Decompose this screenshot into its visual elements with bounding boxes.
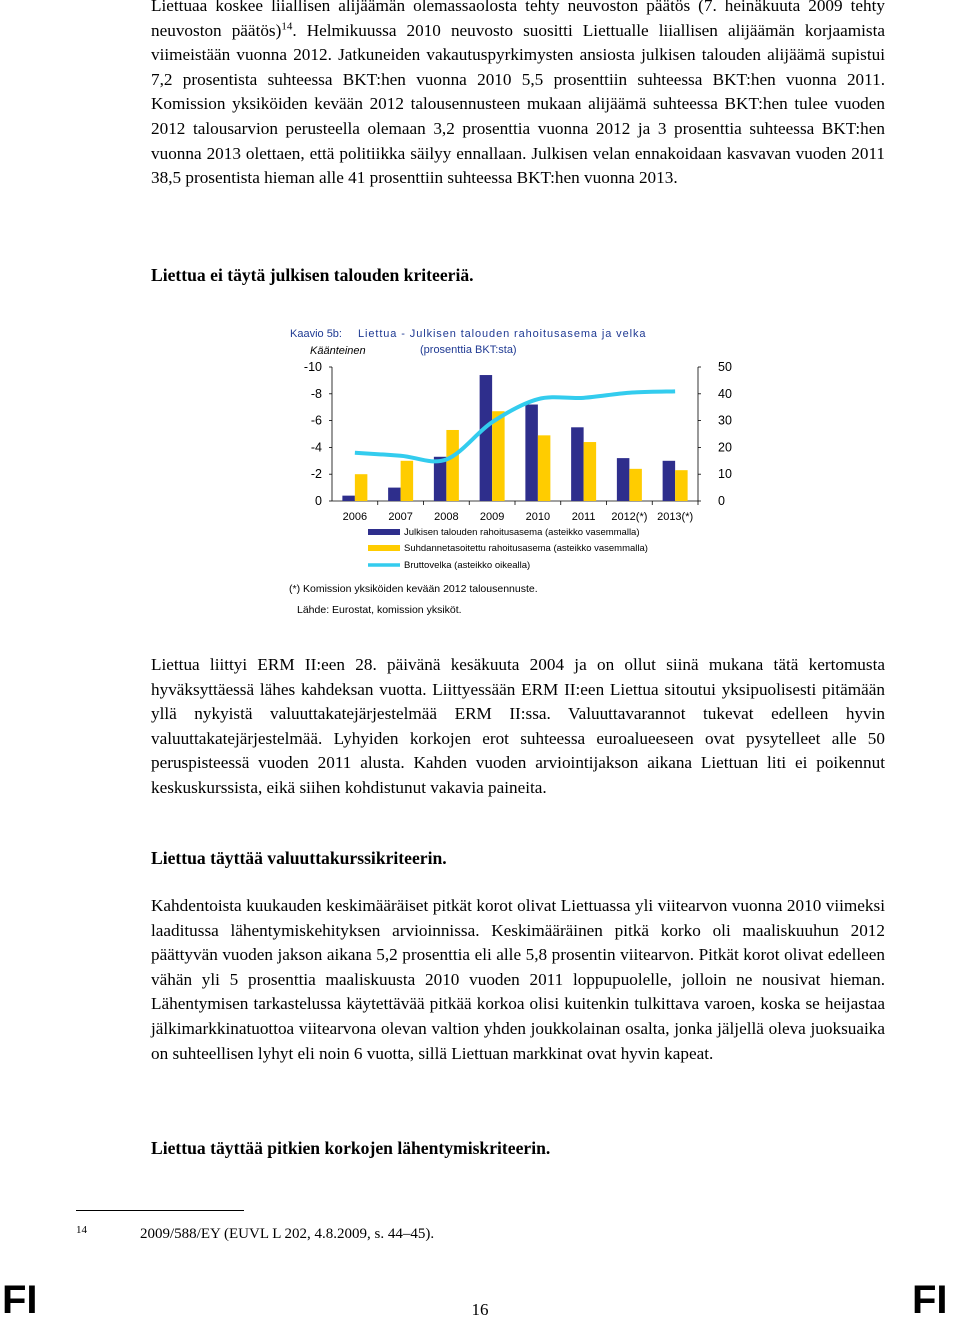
left-tick-label: -8 bbox=[310, 386, 322, 401]
heading-fiscal-criterion: Liettua ei täytä julkisen talouden kriteeriä. bbox=[151, 265, 474, 285]
bar-structural bbox=[401, 461, 414, 501]
left-tick-label: -6 bbox=[310, 413, 322, 428]
footnote-ref[interactable]: 14 bbox=[281, 19, 293, 32]
legend-label: Julkisen talouden rahoitusasema (asteikko vasemmalla) bbox=[404, 527, 640, 538]
heading-interest-criterion: Liettua täyttää pitkien korkojen lähentymiskriteerin. bbox=[151, 1138, 551, 1158]
bar-structural bbox=[538, 435, 551, 501]
bar-balance bbox=[663, 461, 676, 501]
legend-label: Bruttovelka (asteikko oikealla) bbox=[404, 560, 531, 571]
right-tick-label: 0 bbox=[718, 494, 725, 508]
bar-balance bbox=[617, 458, 630, 501]
language-code-left: FI bbox=[2, 1278, 38, 1322]
chart-title: Liettua - Julkisen talouden rahoitusasema ja velka bbox=[358, 328, 647, 340]
left-tick-label: -2 bbox=[310, 467, 322, 482]
bar-balance bbox=[480, 375, 493, 501]
bar-balance bbox=[388, 488, 401, 501]
chart-svg bbox=[280, 320, 732, 620]
chart-title-prefix: Kaavio 5b: bbox=[290, 328, 342, 340]
legend-label: Suhdannetasoitettu rahoitusasema (asteikko vasemmalla) bbox=[404, 543, 648, 554]
heading-exchange-criterion: Liettua täyttää valuuttakurssikriteerin. bbox=[151, 848, 447, 868]
bar-structural bbox=[675, 470, 688, 501]
x-tick-label: 2009 bbox=[479, 511, 505, 523]
paragraph-erm: Liettua liittyi ERM II:een 28. päivänä kesäkuuta 2004 ja on ollut siinä mukana tätä kertomusta hyväksyttäessä lähes kahdeksan vuotta. Liittyessään ERM II:een Liettua sitoutui yksipuolisesti pitämään yllä nykyistä valuuttakatejärjestelmää ERM II:ssa. Valuuttavarannot tukevat edelleen hyvin valuuttakatejärjestelmää. Lyhyiden korkojen erot suhteessa euroalueeseen ovat pysytelleet alle 50 peruspisteessä vuoden 2011 alusta. Kahden vuoden arviointijakson aikana Liettuan liti ei poikennut keskuskurssista, eikä siihen kohdistunut vakavia paineita. bbox=[151, 655, 885, 797]
bar-structural bbox=[584, 442, 597, 501]
bar-structural bbox=[492, 411, 505, 501]
chart-source: Lähde: Eurostat, komission yksiköt. bbox=[297, 604, 462, 616]
right-tick-label: 20 bbox=[718, 440, 732, 455]
right-tick-label: 50 bbox=[718, 360, 732, 374]
right-tick-label: 40 bbox=[718, 386, 732, 401]
footnote-text: 2009/588/EY (EUVL L 202, 4.8.2009, s. 44–45). bbox=[140, 1226, 435, 1242]
bar-balance bbox=[571, 427, 584, 501]
x-tick-label: 2006 bbox=[342, 511, 368, 523]
legend-swatch bbox=[368, 545, 400, 551]
bar-structural bbox=[629, 469, 642, 501]
x-tick-label: 2007 bbox=[388, 511, 413, 523]
left-tick-label: -4 bbox=[310, 440, 322, 455]
language-code-right: FI bbox=[912, 1278, 948, 1322]
x-tick-label: 2008 bbox=[434, 511, 459, 523]
chart-footnote: (*) Komission yksiköiden kevään 2012 talousennuste. bbox=[289, 583, 538, 595]
page-number: 16 bbox=[471, 1300, 489, 1319]
bar-structural bbox=[355, 474, 368, 501]
right-tick-label: 30 bbox=[718, 413, 732, 428]
bar-balance bbox=[434, 457, 447, 501]
x-tick-label: 2011 bbox=[571, 511, 596, 523]
line-gross-debt bbox=[355, 391, 675, 461]
left-tick-label: -10 bbox=[303, 360, 322, 374]
paragraph-deficit: Liettuaa koskee liiallisen alijäämän olemassaolosta tehty neuvoston päätös (7. heinäkuuta 2009 tehty neuvoston päätös)$^{14}$. Helmikuussa 2010 neuvosto suositti Liettualle liiallisen alijäämän korjaamista viimeistään vuonna 2012. Jatkuneiden vakautuspyrkimysten ansiosta julkisen talouden alijäämä supistui 7,2 prosentista suhteessa BKT:hen vuonna 2010 5,5 prosenttiin suhteessa BKT:hen vuonna 2011. Komission yksiköiden kevään 2012 talousennusteen mukaan alijäämä suhteessa BKT:hen tulee vuoden 2012 talousarvion perusteella olemaan 3,2 prosenttia vuonna 2012 ja 3 prosenttia suhteessa BKT:hen vuonna 2013 olettaen, että politiikka säilyy ennallaan. Julkisen velan ennakoidaan kasvavan vuoden 2011 38,5 prosentista hieman alle 41 prosenttiin suhteessa BKT:hen vuonna 2013. bbox=[151, 0, 885, 188]
legend-swatch bbox=[368, 529, 400, 535]
left-tick-label: 0 bbox=[315, 494, 322, 508]
chart-subtitle: (prosenttia BKT:sta) bbox=[420, 344, 517, 356]
chart-figure bbox=[280, 320, 732, 620]
x-tick-label: 2012(*) bbox=[611, 511, 648, 523]
bar-balance bbox=[525, 405, 538, 501]
left-axis-note: Käänteinen bbox=[310, 345, 366, 357]
x-tick-label: 2013(*) bbox=[657, 511, 694, 523]
bar-balance bbox=[342, 496, 355, 501]
bar-structural bbox=[446, 430, 459, 501]
footnote-number: 14 bbox=[76, 1224, 87, 1236]
right-tick-label: 10 bbox=[718, 467, 732, 482]
x-tick-label: 2010 bbox=[525, 511, 551, 523]
footnote-rule bbox=[76, 1210, 244, 1211]
paragraph-long-rates: Kahdentoista kuukauden keskimääräiset pitkät korot olivat Liettuassa yli viitearvon vuonna 2010 viimeksi laaditussa lähentymiskehityksen arvioinnissa. Keskimääräinen pitkä korko oli maaliskuuhun 2012 päättyvän vuoden jakson aikana 5,2 prosenttia eli alle 5,8 prosentin viitearvon. Pitkät korot olivat edelleen vähän yli 5 prosenttia maaliskuusta 2010 vuoden 2011 loppupuolelle, jolloin ne nousivat hieman. Lähentymisen tarkastelussa käytettävää pitkää korkoa olisi kuitenkin tulkittava varoen, koska se heijastaa jälkimarkkinatuottoa viitearvona olevan valtion yhden joukkolainan osalta, jonka jäljellä oleva juoksuaika on suhteellisen lyhyt eli noin 6 vuotta, sillä Liettuan markkinat ovat hyvin kapeat. bbox=[151, 896, 885, 1063]
